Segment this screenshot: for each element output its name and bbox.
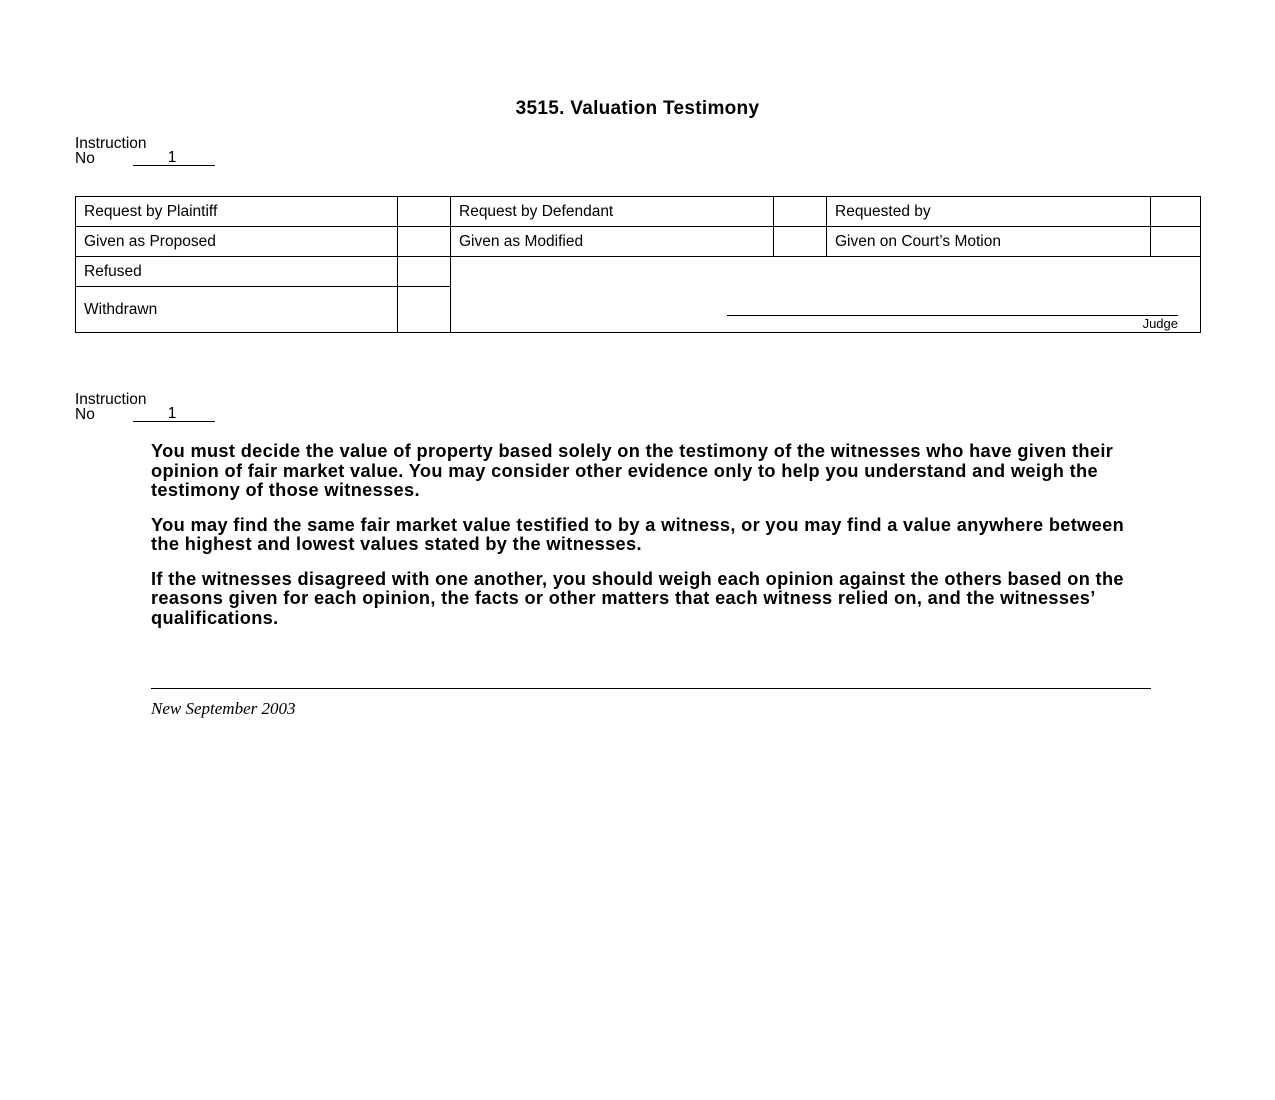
request-by-plaintiff-box[interactable] — [398, 197, 451, 227]
request-status-table — [75, 196, 1201, 333]
page-title: 3515. Valuation Testimony — [515, 98, 760, 119]
table-row — [76, 257, 1201, 287]
given-on-courts-motion-label: Given on Court’s Motion — [827, 227, 1151, 257]
given-on-courts-motion-box[interactable] — [1151, 227, 1201, 257]
requested-by-label: Requested by — [827, 197, 1151, 227]
instruction-number-header — [75, 136, 215, 166]
given-as-modified-label: Given as Modified — [451, 227, 774, 257]
instruction-label: Instruction — [75, 135, 147, 152]
judge-label: Judge — [1142, 316, 1178, 331]
request-by-defendant-label: Request by Defendant — [451, 197, 774, 227]
withdrawn-label: Withdrawn — [76, 287, 398, 333]
request-by-defendant-box[interactable] — [774, 197, 827, 227]
revision-note: New September 2003 — [151, 699, 296, 718]
refused-label: Refused — [76, 257, 398, 287]
instruction-no-label: No — [75, 150, 95, 167]
judge-signature-line[interactable] — [727, 315, 1178, 316]
instruction-no-value[interactable]: 1 — [133, 407, 215, 422]
instruction-label: Instruction — [75, 391, 147, 408]
given-as-proposed-box[interactable] — [398, 227, 451, 257]
table-row — [76, 197, 1201, 227]
judge-signature-area — [451, 257, 1201, 333]
instruction-no-value[interactable]: 1 — [133, 151, 215, 166]
given-as-proposed-label: Given as Proposed — [76, 227, 398, 257]
instruction-no-label: No — [75, 406, 95, 423]
refused-box[interactable] — [398, 257, 451, 287]
instruction-paragraph: If the witnesses disagreed with one another, you should weigh each opinion against the others based on the reasons given for each opinion, the facts or other matters that each witness relied on, and the witnesses’ qualifications. — [151, 568, 1124, 628]
instruction-no-row — [75, 151, 215, 166]
table-row — [76, 227, 1201, 257]
instruction-paragraph: You may find the same fair market value testified to by a witness, or you may find a value anywhere between the highest and lowest values stated by the witnesses. — [151, 514, 1125, 554]
instruction-no-row — [75, 407, 215, 422]
request-by-plaintiff-label: Request by Plaintiff — [76, 197, 398, 227]
instruction-paragraph: You must decide the value of property based solely on the testimony of the witnesses who have given their opinion of fair market value. You may consider other evidence only to help you understand and weigh the testimony of those witnesses. — [151, 441, 1114, 500]
requested-by-box[interactable] — [1151, 197, 1201, 227]
withdrawn-box[interactable] — [398, 287, 451, 333]
given-as-modified-box[interactable] — [774, 227, 827, 257]
footer-divider — [151, 688, 1151, 689]
instruction-text — [151, 442, 1141, 643]
instruction-body-header — [75, 392, 215, 422]
